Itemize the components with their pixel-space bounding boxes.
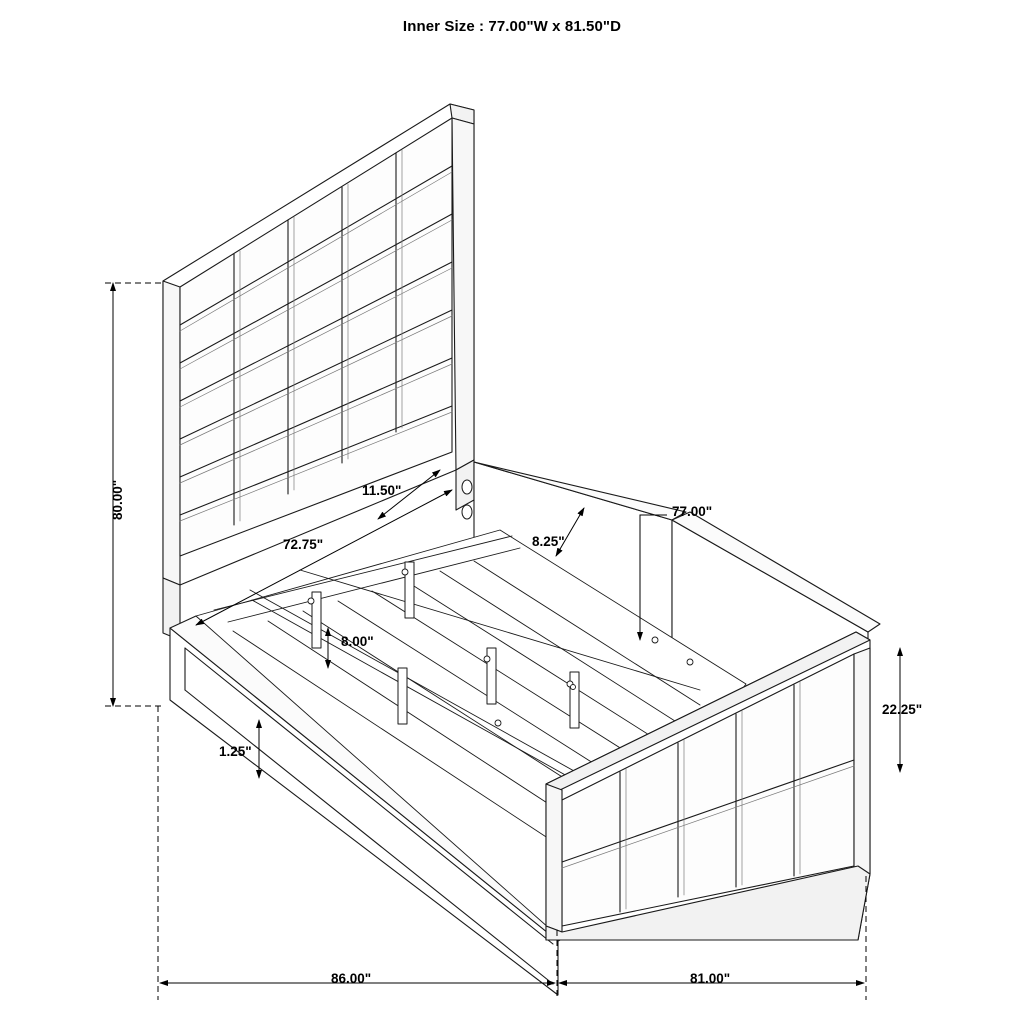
dimension-label-overall-width: 81.00"	[690, 971, 731, 986]
dimension-label-slat-depth: 8.25"	[532, 534, 565, 549]
dimension-label-headboard-inner-height: 11.50"	[362, 483, 402, 498]
dimension-label-rail-thickness: 1.25"	[219, 744, 252, 759]
dimension-label-overall-length: 86.00"	[331, 971, 372, 986]
dimension-label-side-rail-width: 77.00"	[672, 504, 713, 519]
dimension-label-slat-height: 8.00"	[341, 634, 374, 649]
dimension-label-overall-height: 80.00"	[110, 479, 125, 520]
dimension-label-footboard-height: 22.25"	[882, 702, 923, 717]
dimension-label-interior-width: 72.75"	[283, 537, 324, 552]
page-title: Inner Size : 77.00"W x 81.50"D	[402, 18, 622, 35]
